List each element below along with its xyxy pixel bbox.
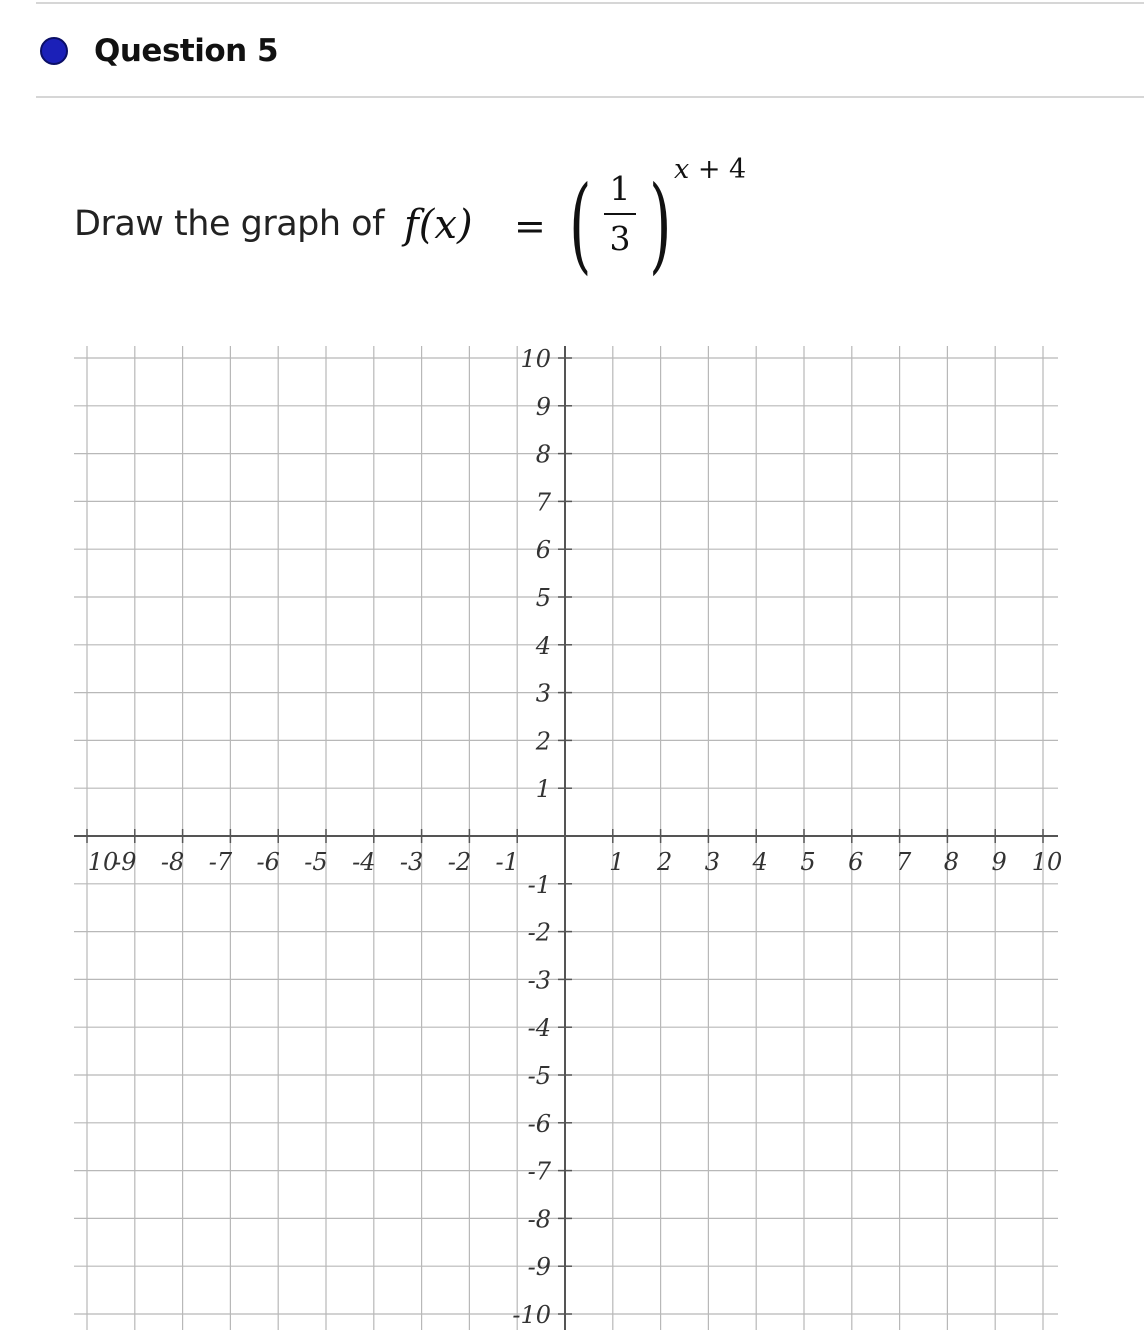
x-tick-label: 9 xyxy=(991,848,1007,876)
y-tick-label: -2 xyxy=(527,918,551,947)
y-tick-label: -1 xyxy=(527,870,551,899)
x-tick-label: -8 xyxy=(160,848,185,876)
x-tick-label: 5 xyxy=(800,848,816,876)
y-tick-label: 1 xyxy=(535,775,551,804)
x-tick-label: -7 xyxy=(208,848,233,876)
x-tick-label: -4 xyxy=(352,848,376,876)
y-tick-label: 6 xyxy=(535,536,551,565)
y-tick-label: -7 xyxy=(527,1157,551,1186)
x-tick-label: 4 xyxy=(752,848,768,876)
x-tick-label: 3 xyxy=(704,848,721,876)
right-parenthesis: ) xyxy=(649,163,672,285)
fraction-numerator: 1 xyxy=(609,169,631,208)
x-tick-label: -2 xyxy=(447,848,472,876)
y-tick-label: 8 xyxy=(535,440,551,469)
x-tick-label: 10 xyxy=(1031,848,1063,876)
x-tick-label: 10 xyxy=(87,848,119,876)
x-tick-label: 8 xyxy=(943,848,960,876)
y-tick-label: -3 xyxy=(527,966,551,995)
x-tick-label: -5 xyxy=(304,848,328,876)
left-parenthesis: ( xyxy=(569,163,592,285)
x-tick-label: -1 xyxy=(495,848,519,876)
y-tick-label: -5 xyxy=(527,1062,551,1090)
y-tick-label: 5 xyxy=(535,584,551,612)
exponent-offset: + 4 xyxy=(689,154,747,185)
y-tick-label: 2 xyxy=(535,727,551,756)
fraction-denominator: 3 xyxy=(609,219,631,258)
question-title: Question 5 xyxy=(94,33,279,69)
x-tick-label: -6 xyxy=(256,848,280,876)
x-tick-label: -3 xyxy=(399,848,424,876)
exponent-variable: x xyxy=(674,154,690,185)
x-tick-label: 6 xyxy=(848,848,864,876)
y-tick-label: -9 xyxy=(527,1253,551,1282)
y-tick-label: 3 xyxy=(535,679,551,708)
axes xyxy=(74,346,1058,1330)
function-name: f(x) xyxy=(404,202,473,248)
x-tick-label: -9 xyxy=(113,848,137,876)
y-tick-label: -8 xyxy=(527,1205,551,1234)
x-tick-label: 2 xyxy=(656,848,673,876)
y-tick-label: 7 xyxy=(535,488,551,517)
y-tick-label: -6 xyxy=(527,1109,551,1138)
x-tick-label: 7 xyxy=(895,848,912,876)
prompt-text: Draw the graph of xyxy=(74,204,384,244)
equals-sign: = xyxy=(514,204,546,248)
y-tick-label: -4 xyxy=(527,1014,551,1043)
y-tick-label: 4 xyxy=(535,631,551,660)
x-tick-label: 1 xyxy=(609,848,625,876)
y-tick-label: 10 xyxy=(520,345,551,373)
y-tick-label: 9 xyxy=(535,392,551,421)
y-tick-label: -10 xyxy=(512,1301,551,1329)
